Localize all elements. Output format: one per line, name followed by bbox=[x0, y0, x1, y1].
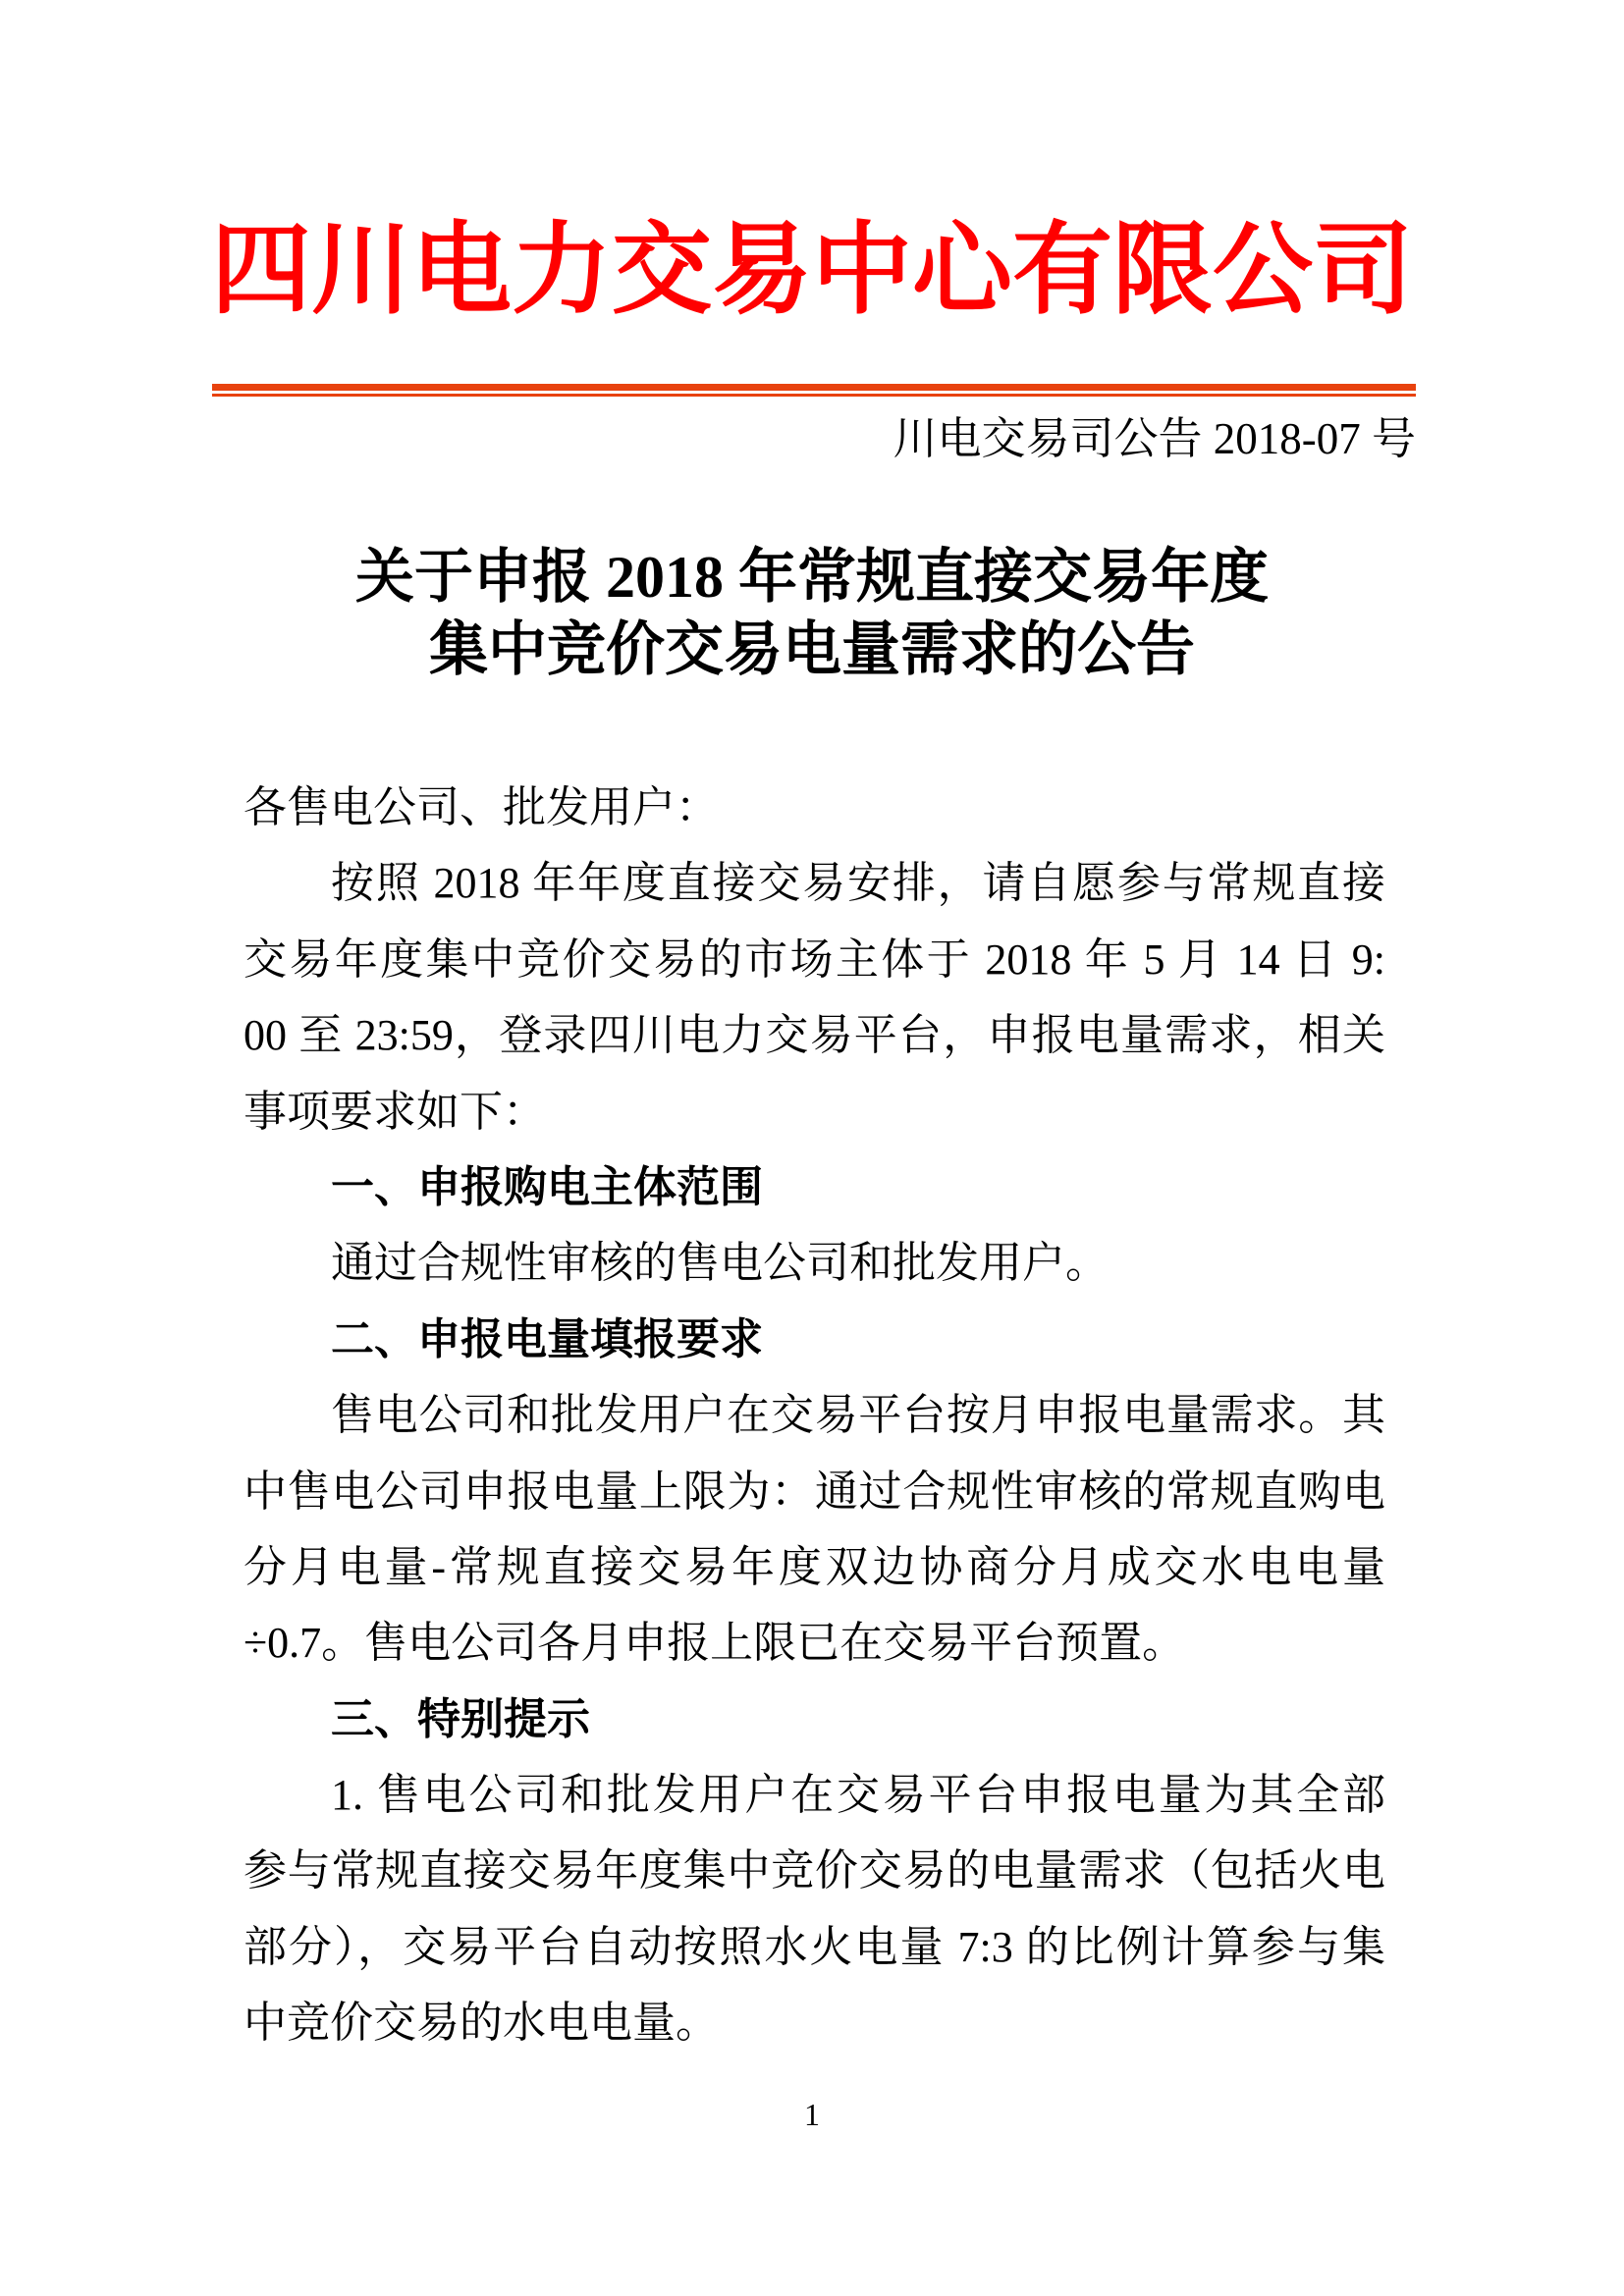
section-heading: 一、申报购电主体范围 bbox=[331, 1162, 763, 1211]
letterhead-double-rule bbox=[212, 384, 1416, 397]
body-line: 1. 售电公司和批发用户在交易平台申报电量为其全部 bbox=[331, 1771, 1385, 1820]
body-line: 通过合规性审核的售电公司和批发用户。 bbox=[331, 1239, 1109, 1288]
body-line: 部分），交易平台自动按照水火电量 7:3 的比例计算参与集 bbox=[244, 1922, 1385, 1971]
body-line: 中售电公司申报电量上限为：通过合规性审核的常规直购电 bbox=[244, 1467, 1385, 1516]
body-line: 分月电量-常规直接交易年度双边协商分月成交水电电量 bbox=[244, 1542, 1385, 1591]
section-heading: 三、特别提示 bbox=[331, 1694, 590, 1743]
body-line: ÷0.7。售电公司各月申报上限已在交易平台预置。 bbox=[244, 1619, 1186, 1668]
body-text bbox=[244, 770, 1385, 2061]
body-line: 按照 2018 年年度直接交易安排，请自愿参与常规直接 bbox=[331, 859, 1385, 908]
body-line: 参与常规直接交易年度集中竞价交易的电量需求（包括火电 bbox=[244, 1846, 1385, 1896]
announcement-title-line1: 关于申报 2018 年常规直接交易年度 bbox=[355, 545, 1269, 610]
page-number: 1 bbox=[804, 2097, 820, 2132]
body-line: 售电公司和批发用户在交易平台按月申报电量需求。其 bbox=[331, 1391, 1385, 1440]
body-line: 交易年度集中竞价交易的市场主体于 2018 年 5 月 14 日 9: bbox=[244, 934, 1385, 984]
body-line: 中竞价交易的水电电量。 bbox=[244, 1999, 719, 2048]
letterhead-company-title: 四川电力交易中心有限公司 bbox=[211, 216, 1413, 327]
body-line: 各售电公司、批发用户： bbox=[244, 783, 719, 831]
section-heading: 二、申报电量填报要求 bbox=[331, 1314, 763, 1363]
body-line: 事项要求如下： bbox=[244, 1087, 546, 1136]
body-line: 00 至 23:59，登录四川电力交易平台，申报电量需求，相关 bbox=[244, 1011, 1385, 1060]
announcement-title-line2: 集中竞价交易电量需求的公告 bbox=[429, 617, 1195, 682]
announcement-title bbox=[0, 541, 1624, 686]
doc-number: 川电交易司公告 2018-07 号 bbox=[893, 414, 1416, 463]
